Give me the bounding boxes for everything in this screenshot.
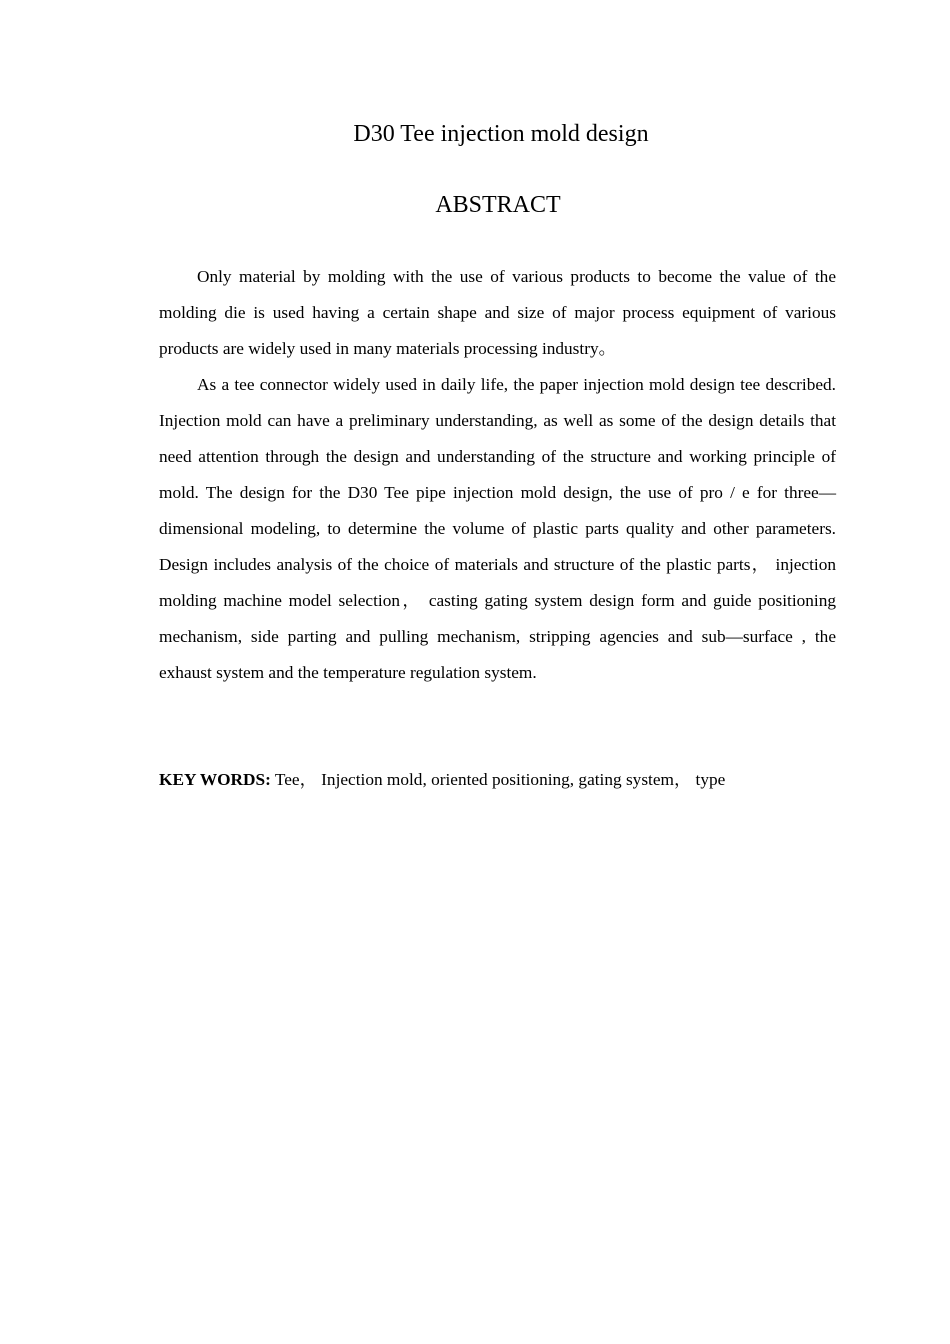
abstract-body: [159, 259, 836, 691]
keywords-label: KEY WORDS:: [159, 770, 271, 789]
abstract-paragraph-2: As a tee connector widely used in daily life, the paper injection mold design tee described. Injection mold can have a preliminary understanding, as well as some of the design details that need attention through the design and understanding of the structure and working principle of mold. The design for the D30 Tee pipe injection mold design, the use of pro / e for three—dimensional modeling, to determine the volume of plastic parts quality and other parameters. Design includes analysis of the choice of materials and structure of the plastic parts， injection molding machine model selection， casting gating system design form and guide positioning mechanism, side parting and pulling mechanism, stripping agencies and sub—surface , the exhaust system and the temperature regulation system.: [159, 375, 836, 682]
document-title: D30 Tee injection mold design: [353, 121, 649, 147]
keywords-text: Tee， Injection mold, oriented positioning, gating system， type: [270, 770, 726, 789]
keywords-line: [159, 762, 836, 798]
abstract-paragraph-1: Only material by molding with the use of various products to become the value of the molding die is used having a certain shape and size of major process equipment of various products are widely used in many materials processing industry。: [159, 267, 836, 358]
abstract-heading: ABSTRACT: [435, 192, 561, 218]
